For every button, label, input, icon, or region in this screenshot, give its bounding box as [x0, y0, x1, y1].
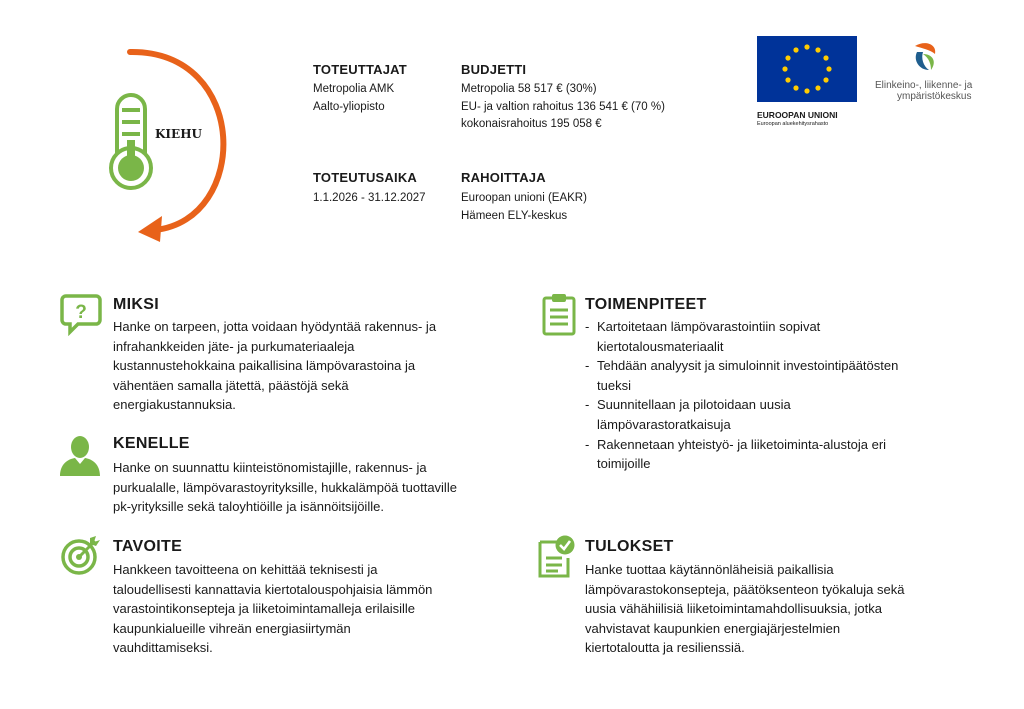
miksi-line: infrahankkeiden jäte- ja purkumateriaaleja — [113, 338, 355, 354]
target-icon — [60, 534, 102, 576]
tulokset-line: kiertotaloutta ja resilienssiä. — [585, 640, 745, 656]
person-icon — [58, 434, 102, 476]
tulokset-line: vahvistavat kaupunkien energiajärjestelmien — [585, 620, 841, 636]
toimenpiteet-title: TOIMENPITEET — [585, 296, 707, 313]
toteuttajat-line: Aalto-yliopisto — [313, 100, 385, 113]
toimenpiteet-list — [585, 317, 898, 474]
ely-line: Elinkeino-, liikenne- ja — [875, 80, 973, 91]
budjetti-title: BUDJETTI — [461, 62, 527, 77]
rahoittaja-line: Hämeen ELY-keskus — [461, 209, 568, 222]
kenelle-body — [113, 458, 457, 517]
rahoittaja-block — [461, 170, 587, 225]
list-item — [585, 395, 898, 434]
toteuttajat-title: TOTEUTTAJAT — [313, 62, 407, 77]
clipboard-icon — [541, 292, 577, 336]
miksi-line: Hanke on tarpeen, jotta voidaan hyödyntää rakennus- ja — [113, 319, 437, 334]
rahoittaja-line: Euroopan unioni (EAKR) — [461, 192, 587, 204]
budjetti-line: Metropolia 58 517 € (30%) — [461, 83, 597, 95]
budjetti-line: EU- ja valtion rahoitus 136 541 € (70 %) — [461, 100, 665, 113]
list-item — [585, 317, 898, 356]
list-item-line: lämpövarastoratkaisuja — [597, 416, 731, 432]
list-item-line: - Rakennetaan yhteistyö- ja liiketoiminta-alustoja eri — [597, 436, 887, 452]
eu-flag-icon — [757, 36, 857, 102]
budjetti-line: kokonaisrahoitus 195 058 € — [461, 118, 602, 130]
svg-text:?: ? — [75, 302, 87, 323]
list-item-line: - Suunnitellaan ja pilotoidaan uusia — [597, 397, 791, 413]
kenelle-line: pk-yrityksille sekä taloyhtiöille ja isännöitsijöille. — [113, 499, 384, 515]
kenelle-line: Hanke on suunnattu kiinteistönomistajille, rakennus- ja — [113, 460, 427, 475]
miksi-line: kustannustehokkaina paikallisina lämpövarastoina ja — [113, 358, 416, 374]
tavoite-line: taloudellisesti kannattavia kiertotalouspohjaisia lämmön — [113, 581, 433, 597]
tavoite-body — [113, 560, 432, 658]
miksi-body — [113, 317, 436, 415]
kenelle-line: purkualalle, lämpövarastoyrityksille, hukkalämpöä tuottaville — [113, 479, 457, 495]
tulokset-line: Hanke tuottaa käytännönläheisiä paikallisia — [585, 562, 834, 577]
eu-logo — [757, 36, 857, 127]
tulokset-body — [585, 560, 904, 658]
tavoite-line: kaupunkialueille vihreän energiasiirtymän — [113, 620, 351, 636]
kiehu-logo — [100, 40, 240, 245]
thermometer-arrow-icon — [100, 40, 240, 245]
toteutusaika-block — [313, 170, 426, 208]
tavoite-line: Hankkeen tavoitteena on kehittää teknisesti ja — [113, 562, 378, 577]
miksi-title: MIKSI — [113, 296, 159, 313]
list-item-line: tueksi — [597, 377, 631, 393]
tavoite-line: vauhdittamiseksi. — [113, 640, 213, 656]
list-item — [585, 435, 898, 474]
kiehu-label: KIEHU — [155, 127, 202, 141]
tavoite-title: TAVOITE — [113, 538, 183, 555]
budjetti-block — [461, 62, 665, 134]
toteuttajat-block — [313, 62, 407, 116]
tulokset-line: lämpövarastokonsepteja, päätöksenteon työkaluja sekä — [585, 581, 905, 597]
list-item — [585, 356, 898, 395]
eu-name: EUROOPAN UNIONI — [757, 110, 838, 120]
kenelle-title: KENELLE — [113, 435, 190, 452]
list-item-line: kiertotalousmateriaalit — [597, 338, 724, 354]
ely-logo — [875, 40, 995, 102]
list-item-line: toimijoille — [597, 456, 651, 472]
miksi-line: vähentäen samalla jätettä, päästöjä sekä — [113, 377, 349, 393]
ely-icon — [911, 40, 941, 74]
document-check-icon — [536, 534, 578, 578]
toteutusaika-line: 1.1.2026 - 31.12.2027 — [313, 192, 426, 204]
ely-line: ympäristökeskus — [897, 91, 972, 102]
miksi-line: energiakustannuksia. — [113, 397, 236, 413]
toteuttajat-line: Metropolia AMK — [313, 83, 395, 95]
eu-fund: Euroopan aluekehitysrahasto — [757, 121, 829, 127]
list-item-line: - Kartoitetaan lämpövarastointiin sopivat — [597, 319, 821, 334]
rahoittaja-title: RAHOITTAJA — [461, 170, 546, 185]
tavoite-line: varastointikonsepteja ja liiketoimintamalleja erilaisille — [113, 601, 416, 617]
list-item-line: - Tehdään analyysit ja simuloinnit investointipäätösten — [597, 358, 899, 374]
toteutusaika-title: TOTEUTUSAIKA — [313, 170, 417, 185]
tulokset-title: TULOKSET — [585, 538, 674, 555]
speech-bubble-question-icon — [60, 292, 102, 336]
tulokset-line: uusia vähähiilisiä liiketoimintamahdollisuuksia, jotka — [585, 601, 882, 617]
